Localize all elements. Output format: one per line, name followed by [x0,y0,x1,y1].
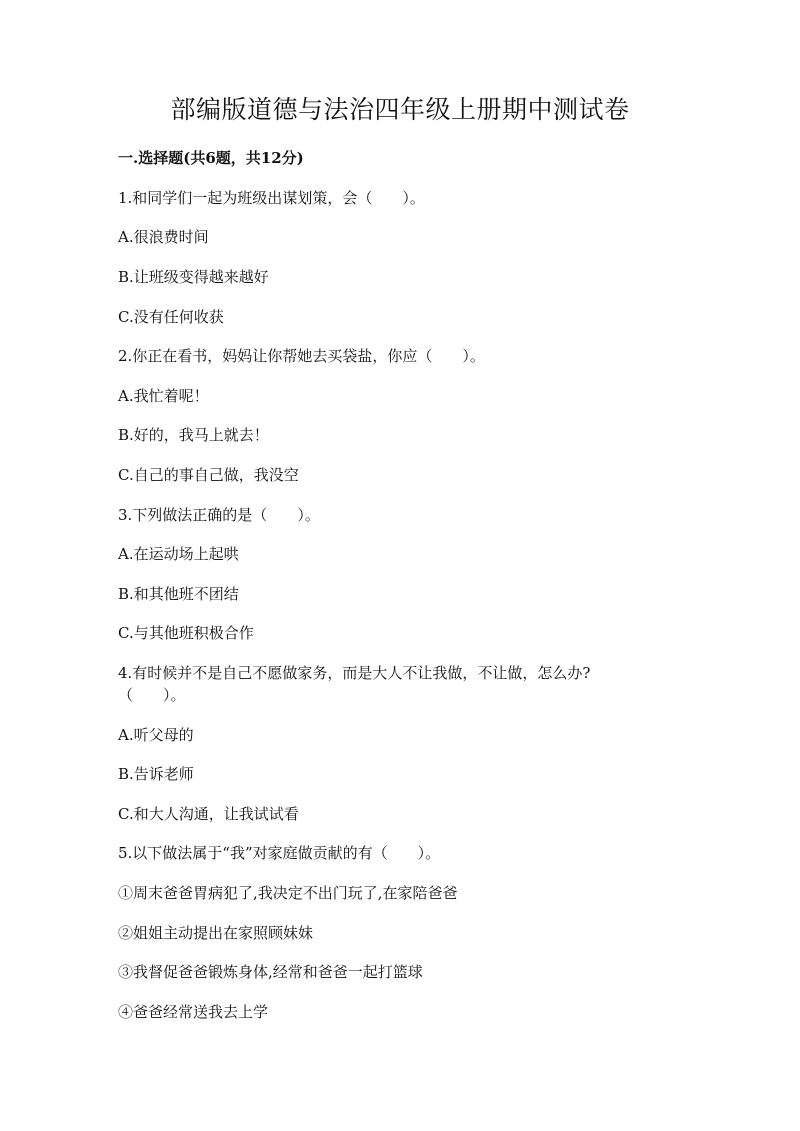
question-4-option-b: B.告诉老师 [118,765,194,783]
question-1-option-c: C.没有任何收获 [118,308,224,326]
question-4-option-a: A.听父母的 [118,726,194,744]
question-3-stem: 3.下列做法正确的是（ ）。 [118,506,320,524]
question-2-stem: 2.你正在看书，妈妈让你帮她去买袋盐，你应（ ）。 [118,347,485,365]
question-5-item-2: ②姐姐主动提出在家照顾妹妹 [118,924,314,942]
section-header: 一.选择题(共6题，共12分) [118,149,304,167]
question-5-item-4: ④爸爸经常送我去上学 [118,1003,269,1021]
question-2-option-a: A.我忙着呢！ [118,387,209,405]
question-4-option-c: C.和大人沟通，让我试试看 [118,805,299,823]
question-5-stem: 5.以下做法属于“我”对家庭做贡献的有（ ）。 [118,844,441,862]
question-1-option-b: B.让班级变得越来越好 [118,268,269,286]
question-1-option-a: A.很浪费时间 [118,228,209,246]
question-1-stem: 1.和同学们一起为班级出谋划策，会（ ）。 [118,189,425,207]
page-title: 部编版道德与法治四年级上册期中测试卷 [170,95,630,124]
question-2-option-b: B.好的，我马上就去！ [118,426,269,444]
question-5-item-1: ①周末爸爸胃病犯了,我决定不出门玩了,在家陪爸爸 [118,884,458,902]
question-5-item-3: ③我督促爸爸锻炼身体,经常和爸爸一起打篮球 [118,963,423,981]
question-3-option-b: B.和其他班不团结 [118,585,239,603]
question-2-option-c: C.自己的事自己做，我没空 [118,466,299,484]
question-3-option-c: C.与其他班积极合作 [118,624,254,642]
question-4-stem-line1: 4.有时候并不是自己不愿做家务，而是大人不让我做，不让做，怎么办? [118,664,591,682]
question-4-stem-line2: （ ）。 [118,686,186,704]
question-3-option-a: A.在运动场上起哄 [118,545,239,563]
